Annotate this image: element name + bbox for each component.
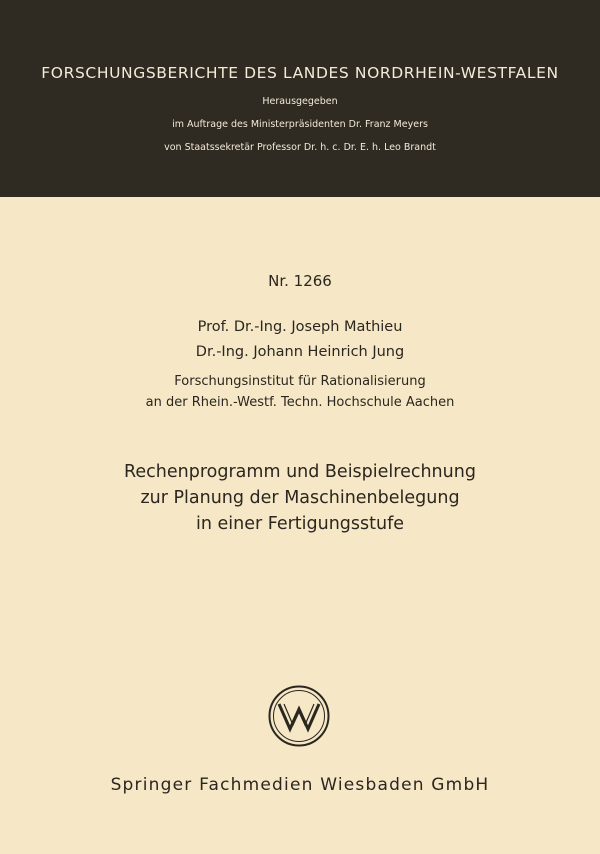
series-title: FORSCHUNGSBERICHTE DES LANDES NORDRHEIN-WESTFALEN (41, 64, 559, 82)
springer-vs-logo (268, 685, 330, 747)
title-line-1: Rechenprogramm und Beispielrechnung (124, 462, 476, 482)
title-line-2: zur Planung der Maschinenbelegung (140, 488, 460, 508)
title-line-3: in einer Fertigungsstufe (195, 514, 405, 534)
author-2: Dr.-Ing. Johann Heinrich Jung (195, 344, 405, 360)
author-1: Prof. Dr.-Ing. Joseph Mathieu (197, 319, 403, 335)
series-header (0, 0, 600, 197)
report-number: Nr. 1266 (268, 272, 332, 290)
publisher-name: Springer Fachmedien Wiesbaden GmbH (110, 775, 490, 795)
editor-line-1: Herausgegeben (262, 96, 338, 107)
editor-line-3: von Staatssekretär Professor Dr. h. c. Dr. E. h. Leo Brandt (164, 142, 436, 153)
institute-line-1: Forschungsinstitut für Rationalisierung (174, 374, 426, 389)
institute-line-2: an der Rhein.-Westf. Techn. Hochschule Aachen (145, 395, 455, 410)
editor-line-2: im Auftrage des Ministerpräsidenten Dr. Franz Meyers (172, 119, 428, 130)
